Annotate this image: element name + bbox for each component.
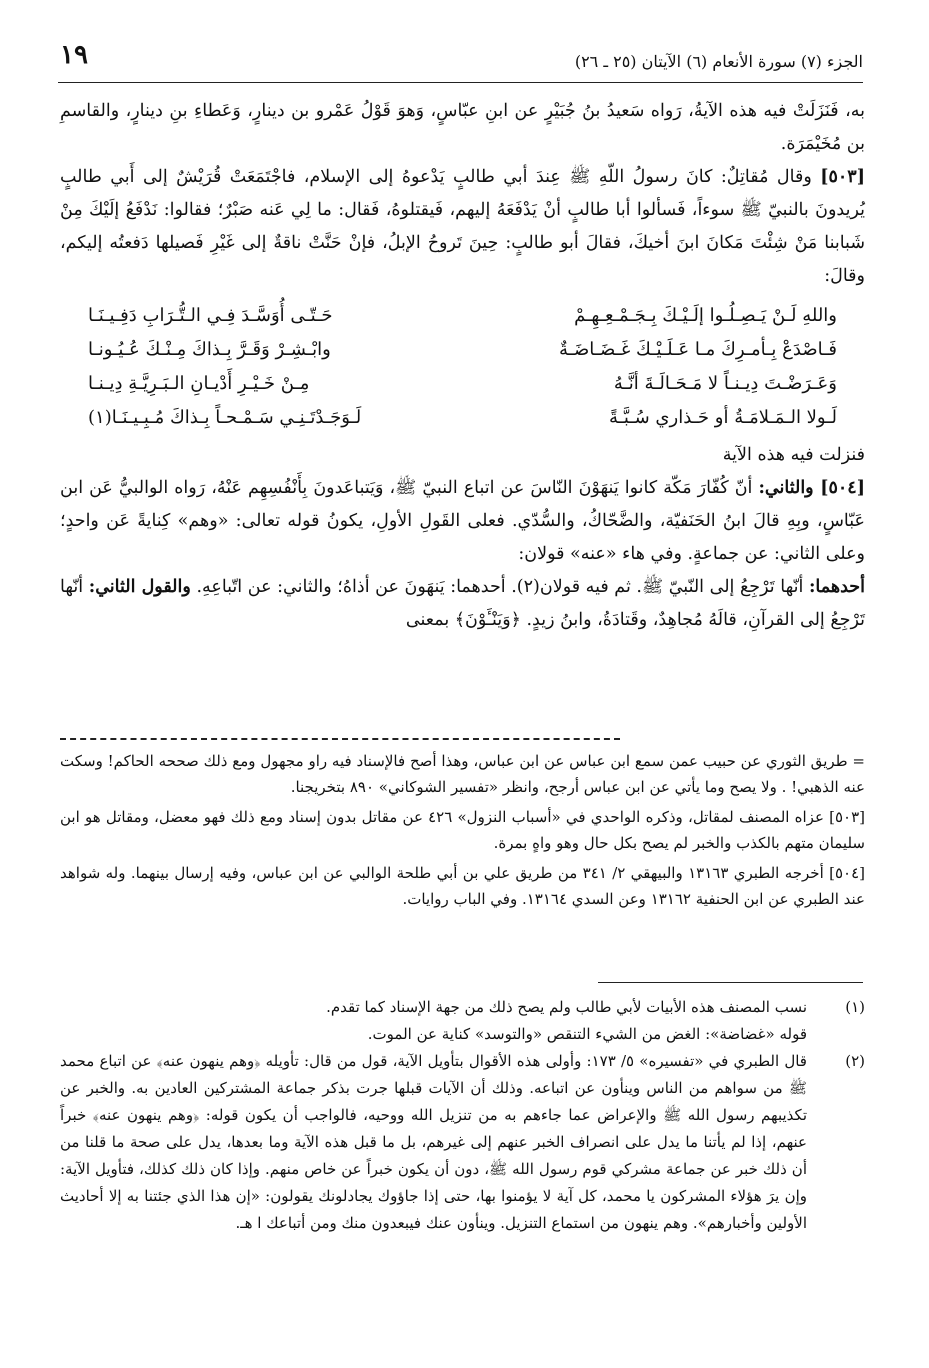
paragraph-opinions xyxy=(60,571,865,637)
note-continuation-text: طريق الثوري عن حبيب عمن سمع ابن عباس عن ابن عباس، وهذا أصح فالإسناد فيه راو مجهول ومع ذلك صححه الحاكم! وسكت عنه الذهبي! . ولا يصح وما يأتي عن ابن عباس أرجح، وانظر «تفسير الشوكاني» ٨٩٠ بتخريجنا. xyxy=(60,752,865,796)
first-opinion-label: أحدهما: xyxy=(808,577,865,597)
note-503: [٥٠٣] عزاه المصنف لمقاتل، وذكره الواحدي في «أسباب النزول» ٤٢٦ عن مقاتل بدون إسناد ومع ذلك فهو معضل، ومقاتل هو ابن سليمان متهم بالكذب والخبر لم يصح بكل حال وهو واهٍ بمرة. xyxy=(60,808,865,852)
poem-hemistich-1: فَـاصْدَعْ بِـأمـرِكَ مـا عَـلَـيْـكَ غَـضَـاضَـةٌ xyxy=(559,339,837,360)
paragraph-503-text: وقال مُقاتِلٌ: كانَ رسولُ اللّهِ ﷺ عِندَ أبي طالبٍ يَدْعوهُ إلى الإسلام، فاجْتَمَعَتْ قُرَيْشٌ إلى أَبي طالبٍ يُريدونَ بالنبيّ ﷺ سوءاً، فَسألوا أبا طالبٍ أنْ يَدْفَعَهُ إليهم، فَيقتلوهُ، فَقال: ما لِي عَنه صَبْرٌ؛ فقالوا: نَدْفَعُ إلَيْكَ مِنْ شَبابنا مَنْ شِئْتَ مَكانَ ابنَ أخيكَ، فقالَ أبو طالبٍ: حِينَ تَروحُ الإبلُ، فإنْ حَنَّتْ ناقةٌ إلى غَيْرِ فَصيلها دَفعتُه إليكم، وقالَ: xyxy=(60,167,865,286)
main-text xyxy=(60,95,865,637)
note-504: [٥٠٤] أخرجه الطبري ١٣١٦٣ والبيهقي ٢/ ٣٤١ من طريق علي بن أبي طلحة الوالبي عن ابن عباس، وفيه إرسال بينهما. وله شواهد عند الطبري عن ابن الحنفية ١٣١٦٢ وعن السدي ١٣١٦٤. وفي الباب روايات. xyxy=(60,864,865,908)
footnote-2 xyxy=(60,1048,865,1237)
second-opinion-label: والقول الثاني: xyxy=(88,577,191,597)
after-poem-line: فنزلت فيه هذه الآية xyxy=(722,445,865,465)
footnote-text: قال الطبري في «تفسيره» ٥/ ١٧٣: وأولى هذه الأقوال بتأويل الآية، قول من قال: تأويله ﴿وهم ينهون عنه﴾ عن اتباع محمد ﷺ من سواهم من الناس وينأون عن اتباعه. وذلك أن الآيات قبلها جرت بذكر جماعة المشتركين العادين به. والخبر عن تكذيبهم رسول الله ﷺ والإعراض عما جاءهم به من تنزيل الله ووحيه، فالواجب أن يكون قوله: ﴿وهم ينهون عنه﴾ خبراً عنهم، إذا لم يأتنا ما يدل على انصراف الخبر عنهم إلى غيرهم، بل ما قبل هذه الآية وما بعدها، يدل على صحة ما قلنا من أن ذلك خبر عن جماعة مشركي قوم رسول الله ﷺ، دون أن يكون خبراً عن خاص منهم. وإذا كان ذلك كذلك، فتأويل الآية: وإن يرَ هؤلاء المشركون يا محمد، كل آية لا يؤمنوا بها، حتى إذا جاؤوك يجادلونك يقولون: «إن هذا الذي جئتنا به إلا أحاديث الأولين وأخبارهم». وهم ينهون من استماع التنزيل. وينأون عنك فيبعدون منك ومن أتباعك ا هـ. xyxy=(60,1052,807,1232)
footnote-1 xyxy=(60,994,865,1048)
ref-503: [٥٠٣] xyxy=(820,167,865,187)
poem-hemistich-2: لَـوَجَـدْتَـنِـي سَـمْـحـاً بِـذاكَ مُـبِـيـنَـا(١) xyxy=(88,407,362,428)
page-header xyxy=(58,40,863,80)
footnote-number: (٢) xyxy=(845,1052,865,1070)
footnote-number: (١) xyxy=(845,998,865,1016)
poem-hemistich-2: حَـتّـى أُوَسَّـدَ فِـي الـتُّـرَابِ دَفِـيـنَـا xyxy=(88,305,333,326)
poem-hemistich-1: واللهِ لَـنْ يَـصِـلُـوا إلَـيْـكَ بِـجَـمْـعِـهِـمْ xyxy=(574,305,837,326)
poem-hemistich-2: مِـنْ خَـيْـرِ أَدْيـانِ الـبَـرِيَّـةِ دِيـنـا xyxy=(88,373,310,394)
page-number: ١٩ xyxy=(60,40,88,70)
poem xyxy=(60,299,865,435)
paragraph-504 xyxy=(60,472,865,571)
paragraph-1: به، فَنَزَلَتْ فيه هذه الآيةُ، رَواه سَعيدُ بنُ جُبَيْرٍ عن ابنِ عبّاسٍ، وَهوَ قَوْلُ عَمْرو بن دينارٍ، وَعَطاءِ بنِ دينارٍ، والقاسمِ بن مُخَيْمَرَة. xyxy=(60,101,865,154)
ref-504: [٥٠٤] والثاني: xyxy=(758,478,865,498)
footnote-text: قوله «غضاضة»: الغض من الشيء التنقص «والتوسد» كناية عن الموت. xyxy=(367,1025,807,1043)
footnote-separator xyxy=(598,982,863,983)
continuation-marker: = xyxy=(852,752,865,770)
footnotes xyxy=(60,994,865,1237)
paragraph-503 xyxy=(60,161,865,293)
running-title: الجزء (٧) سورة الأنعام (٦) الآيتان (٢٥ ـ ٢٦) xyxy=(574,52,863,71)
footnote-body xyxy=(60,1048,807,1237)
note-continuation xyxy=(60,748,865,800)
poem-line xyxy=(60,333,865,367)
header-rule xyxy=(58,82,863,83)
poem-hemistich-1: وَعَـرَضْـتَ دِيـنـاً لا مَـحَـالَـةَ أنَّـهُ xyxy=(613,373,837,394)
poem-line xyxy=(60,367,865,401)
hadith-notes xyxy=(60,748,865,916)
poem-line xyxy=(60,299,865,333)
notes-separator xyxy=(60,738,620,740)
paragraph-504-text: أنّ كُفّارَ مَكّة كانوا يَنهَوْنَ النّاسَ عن اتباع النبيّ ﷺ، وَيَتباعَدونَ بِأَنْفُسِهِم عَنْهُ، رَواه الوالبيُّ عَن ابن عَبّاسٍ، وبِهِ قالَ ابنُ الحَنَفيّة، والضَّحّاكُ، والسُّدّي. فعلى القَولِ الأولِ، يكونُ قوله تعالى: «وهم» كِنايةً عَن واحدٍ؛ وعلى الثاني: عن جماعةٍ. وفي هاء «عنه» قولان: xyxy=(60,478,865,564)
footnote-body xyxy=(60,994,807,1048)
second-opinion-text: أنّها تَرْجِعُ إلى القرآنِ، قالَهُ مُجاهِدٌ، وقَتادَةُ، وابنُ زيدٍ. ﴿وَيَنْـَٔوْنَ﴾ بمعنى xyxy=(60,577,865,630)
poem-line xyxy=(60,401,865,435)
footnote-text: نسب المصنف هذه الأبيات لأبي طالب ولم يصح ذلك من جهة الإسناد كما تقدم. xyxy=(326,998,807,1016)
poem-hemistich-2: وابْـشِـرْ وَقَـرَّ بِـذاكَ مِـنْـكَ عُـيُـونـا xyxy=(88,339,331,360)
first-opinion-text: أنّها تَرْجِعُ إلى النّبيّ ﷺ. ثم فيه قولان(٢). أحدهما: يَنهَونَ عن أذاهُ؛ والثاني: عن اتّباعِهِ. xyxy=(196,577,804,597)
poem-hemistich-1: لَـولا الـمَـلامَـةُ أو حَـذاري سُـبَّـةً xyxy=(609,407,837,428)
